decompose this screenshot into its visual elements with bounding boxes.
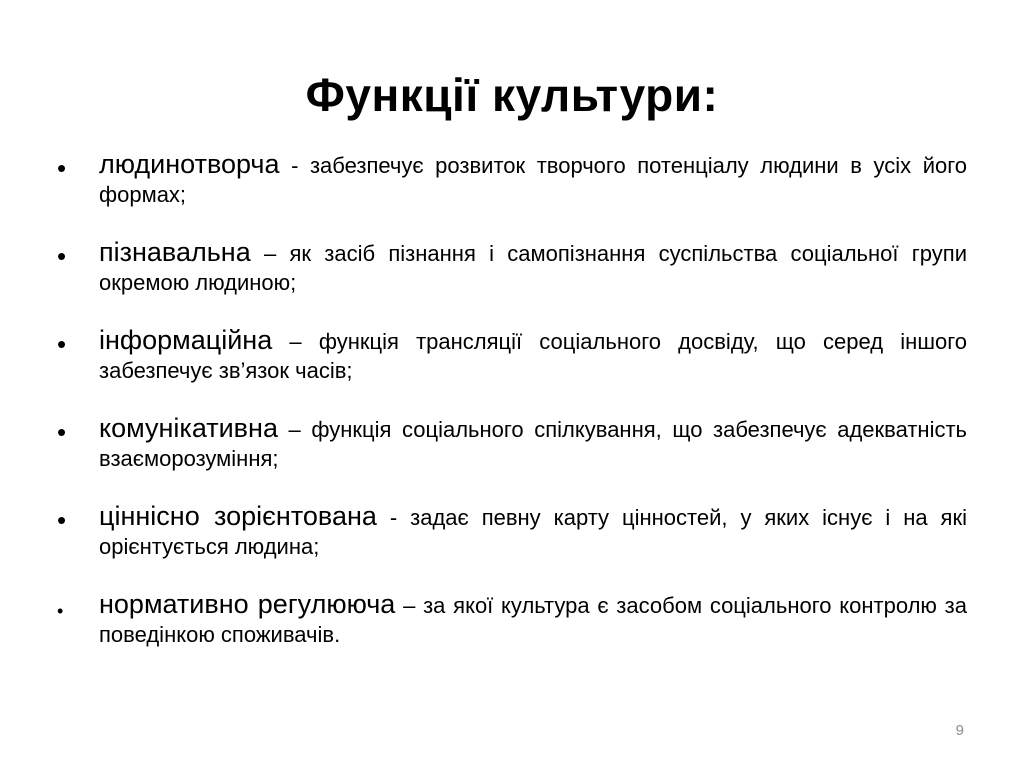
function-term: людинотворча: [99, 149, 280, 179]
function-term: нормативно регулююча: [99, 589, 396, 619]
functions-list: [57, 150, 967, 678]
function-description: – функція трансляції соціального досвіду, що серед іншого забезпечує зв’язок часів;: [99, 329, 967, 383]
bullet-icon: •: [57, 601, 64, 621]
bullet-icon: •: [57, 241, 67, 271]
list-item: [57, 326, 967, 385]
list-item: [57, 590, 967, 649]
function-description: – функція соціального спілкування, що забезпечує адекватність взаєморозуміння;: [99, 417, 967, 471]
list-item: [57, 414, 967, 473]
function-term: пізнавальна: [99, 237, 251, 267]
function-term: ціннісно зорієнтована: [99, 501, 377, 531]
function-description: – за якої культура є засобом соціального контролю за поведінкою споживачів.: [99, 593, 967, 647]
function-description: - забезпечує розвиток творчого потенціалу людини в усіх його формах;: [99, 153, 967, 207]
function-term: комунікативна: [99, 413, 278, 443]
slide-title: Функції культури:: [305, 69, 719, 121]
function-term: інформаційна: [99, 325, 273, 355]
bullet-icon: •: [57, 329, 67, 359]
list-item: [57, 150, 967, 209]
function-description: – як засіб пізнання і самопізнання суспільства соціальної групи окремою людиною;: [99, 241, 967, 295]
bullet-icon: •: [57, 505, 67, 535]
bullet-icon: •: [57, 417, 67, 447]
list-item: [57, 238, 967, 297]
function-description: - задає певну карту цінностей, у яких існує і на які орієнтується людина;: [99, 505, 967, 559]
page-number: 9: [955, 722, 964, 739]
bullet-icon: •: [57, 153, 67, 183]
list-item: [57, 502, 967, 561]
